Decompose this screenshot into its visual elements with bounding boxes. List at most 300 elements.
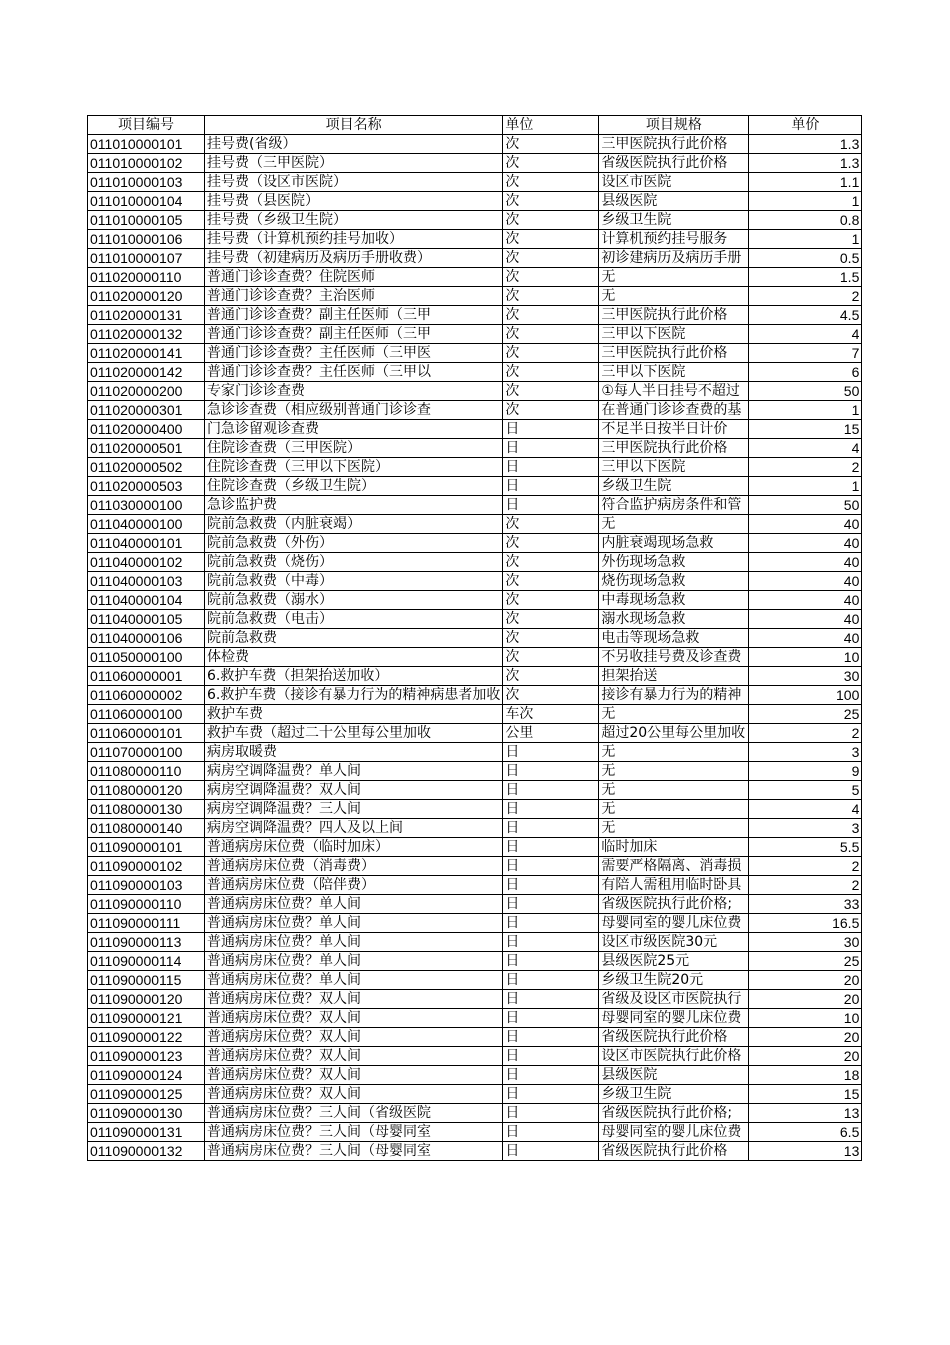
cell-unit: 次 [503,344,599,363]
cell-name: 普通病房床位费？双人间 [205,990,503,1009]
cell-spec: 乡级卫生院 [599,211,749,230]
cell-spec: 需要严格隔离、消毒损 [599,857,749,876]
cell-price: 25 [749,705,862,724]
cell-name: 普通门诊诊查费？主任医师（三甲医 [205,344,503,363]
cell-price: 40 [749,534,862,553]
cell-price: 15 [749,1085,862,1104]
cell-spec: 无 [599,743,749,762]
cell-unit: 次 [503,648,599,667]
table-row [88,667,862,686]
cell-name: 专家门诊诊查费 [205,382,503,401]
cell-spec: 超过20公里每公里加收 [599,724,749,743]
cell-spec: 母婴同室的婴儿床位费 [599,914,749,933]
cell-price: 40 [749,610,862,629]
table-row [88,382,862,401]
header-spec: 项目规格 [599,116,749,135]
cell-unit: 日 [503,1009,599,1028]
cell-unit: 次 [503,249,599,268]
cell-price: 1.5 [749,268,862,287]
cell-spec: 母婴同室的婴儿床位费 [599,1009,749,1028]
header-unit: 单位 [503,116,599,135]
cell-spec: 三甲以下医院 [599,325,749,344]
cell-spec: 设区市医院 [599,173,749,192]
cell-price: 1 [749,477,862,496]
cell-name: 挂号费（计算机预约挂号加收） [205,230,503,249]
cell-code: 011040000104 [88,591,205,610]
cell-price: 3 [749,819,862,838]
cell-name: 挂号费（乡级卫生院） [205,211,503,230]
cell-name: 住院诊查费（三甲医院） [205,439,503,458]
cell-price: 2 [749,724,862,743]
cell-name: 普通病房床位费？双人间 [205,1066,503,1085]
cell-spec: 符合监护病房条件和管 [599,496,749,515]
cell-spec: 省级医院执行此价格 [599,154,749,173]
cell-spec: 无 [599,287,749,306]
cell-unit: 次 [503,591,599,610]
cell-price: 0.8 [749,211,862,230]
cell-price: 1 [749,230,862,249]
cell-spec: 溺水现场急救 [599,610,749,629]
cell-price: 20 [749,990,862,1009]
table-row [88,477,862,496]
table-row [88,648,862,667]
cell-code: 011090000120 [88,990,205,1009]
table-row [88,800,862,819]
cell-unit: 日 [503,496,599,515]
cell-name: 急诊诊查费（相应级别普通门诊诊查 [205,401,503,420]
table-row [88,990,862,1009]
cell-price: 50 [749,496,862,515]
cell-code: 011020000502 [88,458,205,477]
cell-price: 16.5 [749,914,862,933]
cell-price: 4.5 [749,306,862,325]
table-row [88,1123,862,1142]
cell-name: 院前急救费（溺水） [205,591,503,610]
cell-name: 6.救护车费（接诊有暴力行为的精神病患者加收 [205,686,503,705]
cell-code: 011010000102 [88,154,205,173]
cell-code: 011090000103 [88,876,205,895]
cell-code: 011030000100 [88,496,205,515]
cell-name: 门急诊留观诊查费 [205,420,503,439]
cell-code: 011020000503 [88,477,205,496]
table-row [88,230,862,249]
cell-name: 病房空调降温费？四人及以上间 [205,819,503,838]
cell-spec: 省级医院执行此价格 [599,1028,749,1047]
table-row [88,686,862,705]
cell-name: 病房空调降温费？单人间 [205,762,503,781]
cell-spec: 母婴同室的婴儿床位费 [599,1123,749,1142]
cell-code: 011090000125 [88,1085,205,1104]
cell-spec: 县级医院25元 [599,952,749,971]
cell-price: 10 [749,1009,862,1028]
table-row [88,249,862,268]
cell-name: 病房空调降温费？双人间 [205,781,503,800]
cell-spec: 三甲以下医院 [599,363,749,382]
cell-spec: 烧伤现场急救 [599,572,749,591]
cell-code: 011090000123 [88,1047,205,1066]
cell-code: 011080000120 [88,781,205,800]
cell-name: 救护车费 [205,705,503,724]
cell-price: 13 [749,1104,862,1123]
cell-price: 50 [749,382,862,401]
header-price: 单价 [749,116,862,135]
cell-price: 1.1 [749,173,862,192]
cell-name: 住院诊查费（乡级卫生院） [205,477,503,496]
cell-price: 30 [749,933,862,952]
cell-name: 普通病房床位费？单人间 [205,952,503,971]
cell-name: 普通病房床位费（陪伴费） [205,876,503,895]
cell-code: 011020000120 [88,287,205,306]
cell-price: 40 [749,591,862,610]
table-row [88,211,862,230]
cell-code: 011090000113 [88,933,205,952]
cell-name: 普通病房床位费（消毒费） [205,857,503,876]
cell-code: 011090000111 [88,914,205,933]
cell-price: 6.5 [749,1123,862,1142]
cell-code: 011080000140 [88,819,205,838]
cell-spec: 初诊建病历及病历手册 [599,249,749,268]
cell-code: 011090000102 [88,857,205,876]
cell-unit: 日 [503,857,599,876]
cell-unit: 次 [503,230,599,249]
cell-price: 40 [749,572,862,591]
cell-spec: 三甲医院执行此价格 [599,135,749,154]
table-row [88,1009,862,1028]
cell-spec: 县级医院 [599,1066,749,1085]
cell-unit: 日 [503,439,599,458]
table-row [88,781,862,800]
cell-price: 1 [749,401,862,420]
cell-spec: 不另收挂号费及诊查费 [599,648,749,667]
cell-code: 011020000501 [88,439,205,458]
cell-unit: 日 [503,477,599,496]
cell-unit: 日 [503,420,599,439]
table-row [88,553,862,572]
cell-spec: 在普通门诊诊查费的基 [599,401,749,420]
table-row [88,895,862,914]
cell-name: 院前急救费（电击） [205,610,503,629]
cell-price: 18 [749,1066,862,1085]
cell-spec: 设区市级医院30元 [599,933,749,952]
cell-code: 011010000104 [88,192,205,211]
cell-price: 2 [749,458,862,477]
cell-price: 1 [749,192,862,211]
cell-price: 40 [749,515,862,534]
cell-spec: 无 [599,515,749,534]
cell-name: 普通门诊诊查费？住院医师 [205,268,503,287]
cell-unit: 日 [503,1047,599,1066]
cell-name: 救护车费（超过二十公里每公里加收 [205,724,503,743]
table-row [88,1085,862,1104]
cell-unit: 次 [503,667,599,686]
cell-price: 5.5 [749,838,862,857]
table-row [88,838,862,857]
cell-unit: 次 [503,382,599,401]
cell-unit: 次 [503,572,599,591]
cell-price: 20 [749,1028,862,1047]
cell-unit: 日 [503,838,599,857]
cell-unit: 次 [503,629,599,648]
cell-unit: 次 [503,268,599,287]
cell-price: 40 [749,553,862,572]
cell-unit: 日 [503,1085,599,1104]
cell-unit: 日 [503,952,599,971]
cell-price: 7 [749,344,862,363]
table-row [88,819,862,838]
cell-code: 011020000400 [88,420,205,439]
header-name: 项目名称 [205,116,503,135]
cell-spec: 三甲以下医院 [599,458,749,477]
cell-spec: 县级医院 [599,192,749,211]
cell-name: 院前急救费（中毒） [205,572,503,591]
cell-unit: 日 [503,800,599,819]
table-row [88,401,862,420]
cell-name: 普通门诊诊查费？主治医师 [205,287,503,306]
cell-code: 011040000103 [88,572,205,591]
table-row [88,344,862,363]
cell-code: 011010000101 [88,135,205,154]
cell-unit: 日 [503,762,599,781]
table-row [88,268,862,287]
cell-code: 011090000121 [88,1009,205,1028]
cell-name: 院前急救费（烧伤） [205,553,503,572]
cell-code: 011090000131 [88,1123,205,1142]
cell-code: 011040000100 [88,515,205,534]
cell-name: 院前急救费（外伤） [205,534,503,553]
cell-spec: 接诊有暴力行为的精神 [599,686,749,705]
table-row [88,496,862,515]
cell-price: 9 [749,762,862,781]
header-code: 项目编号 [88,116,205,135]
cell-name: 普通病房床位费？单人间 [205,914,503,933]
cell-code: 011090000115 [88,971,205,990]
cell-code: 011010000103 [88,173,205,192]
header-row [88,116,862,135]
cell-name: 急诊监护费 [205,496,503,515]
cell-name: 挂号费(省级） [205,135,503,154]
cell-unit: 日 [503,458,599,477]
table-row [88,857,862,876]
cell-code: 011090000132 [88,1142,205,1161]
cell-name: 病房取暖费 [205,743,503,762]
table-row [88,458,862,477]
cell-spec: 乡级卫生院 [599,477,749,496]
cell-spec: 三甲医院执行此价格 [599,344,749,363]
cell-price: 13 [749,1142,862,1161]
cell-spec: 省级医院执行此价格; [599,895,749,914]
cell-name: 普通病房床位费（临时加床） [205,838,503,857]
cell-code: 011020000131 [88,306,205,325]
cell-spec: ①每人半日挂号不超过 [599,382,749,401]
cell-name: 普通病房床位费？单人间 [205,971,503,990]
cell-code: 011020000301 [88,401,205,420]
cell-unit: 次 [503,686,599,705]
cell-name: 普通病房床位费？双人间 [205,1047,503,1066]
table-row [88,572,862,591]
cell-code: 011020000142 [88,363,205,382]
cell-name: 普通病房床位费？三人间（母婴同室 [205,1123,503,1142]
cell-code: 011010000107 [88,249,205,268]
cell-unit: 日 [503,1123,599,1142]
table-row [88,439,862,458]
table-row [88,876,862,895]
cell-unit: 日 [503,819,599,838]
cell-spec: 无 [599,781,749,800]
cell-unit: 日 [503,933,599,952]
cell-unit: 日 [503,914,599,933]
cell-spec: 三甲医院执行此价格 [599,439,749,458]
cell-price: 4 [749,800,862,819]
cell-spec: 不足半日按半日计价 [599,420,749,439]
cell-name: 普通病房床位费？单人间 [205,933,503,952]
cell-spec: 外伤现场急救 [599,553,749,572]
cell-price: 2 [749,876,862,895]
cell-unit: 次 [503,401,599,420]
cell-code: 011090000114 [88,952,205,971]
cell-spec: 临时加床 [599,838,749,857]
cell-unit: 次 [503,211,599,230]
cell-name: 普通病房床位费？双人间 [205,1028,503,1047]
table-row [88,363,862,382]
cell-name: 普通病房床位费？单人间 [205,895,503,914]
cell-unit: 日 [503,990,599,1009]
cell-price: 30 [749,667,862,686]
cell-code: 011040000106 [88,629,205,648]
cell-name: 挂号费（设区市医院） [205,173,503,192]
table-row [88,135,862,154]
table-row [88,1028,862,1047]
cell-price: 10 [749,648,862,667]
cell-unit: 次 [503,325,599,344]
cell-name: 病房空调降温费？三人间 [205,800,503,819]
table-row [88,743,862,762]
cell-price: 4 [749,439,862,458]
cell-name: 普通病房床位费？双人间 [205,1085,503,1104]
table-row [88,914,862,933]
table-row [88,306,862,325]
cell-unit: 次 [503,306,599,325]
cell-unit: 日 [503,971,599,990]
table-row [88,629,862,648]
cell-spec: 设区市医院执行此价格 [599,1047,749,1066]
cell-code: 011050000100 [88,648,205,667]
cell-unit: 次 [503,173,599,192]
cell-code: 011010000105 [88,211,205,230]
price-table [87,115,862,1161]
cell-code: 011010000106 [88,230,205,249]
cell-price: 40 [749,629,862,648]
cell-unit: 日 [503,1028,599,1047]
cell-code: 011060000100 [88,705,205,724]
table-row [88,325,862,344]
cell-name: 院前急救费（内脏衰竭） [205,515,503,534]
table-row [88,591,862,610]
cell-code: 011040000102 [88,553,205,572]
cell-price: 20 [749,1047,862,1066]
cell-name: 住院诊查费（三甲以下医院） [205,458,503,477]
cell-unit: 车次 [503,705,599,724]
cell-code: 011090000122 [88,1028,205,1047]
cell-code: 011040000105 [88,610,205,629]
cell-price: 1.3 [749,135,862,154]
cell-spec: 担架抬送 [599,667,749,686]
cell-price: 0.5 [749,249,862,268]
cell-price: 2 [749,857,862,876]
cell-spec: 省级医院执行此价格 [599,1142,749,1161]
cell-unit: 日 [503,895,599,914]
cell-name: 院前急救费 [205,629,503,648]
cell-unit: 次 [503,515,599,534]
cell-spec: 计算机预约挂号服务 [599,230,749,249]
cell-spec: 无 [599,268,749,287]
cell-code: 011060000001 [88,667,205,686]
cell-name: 普通病房床位费？三人间（省级医院 [205,1104,503,1123]
table-row [88,1047,862,1066]
cell-spec: 有陪人需租用临时卧具 [599,876,749,895]
cell-name: 6.救护车费（担架抬送加收） [205,667,503,686]
cell-name: 普通病房床位费？双人间 [205,1009,503,1028]
table-row [88,420,862,439]
cell-unit: 日 [503,781,599,800]
cell-spec: 无 [599,705,749,724]
cell-spec: 省级医院执行此价格; [599,1104,749,1123]
cell-spec: 乡级卫生院 [599,1085,749,1104]
table-row [88,1104,862,1123]
cell-unit: 次 [503,610,599,629]
table-row [88,952,862,971]
cell-name: 普通病房床位费？三人间（母婴同室 [205,1142,503,1161]
cell-spec: 无 [599,762,749,781]
table-row [88,1142,862,1161]
cell-price: 3 [749,743,862,762]
cell-code: 011080000130 [88,800,205,819]
cell-price: 100 [749,686,862,705]
cell-code: 011060000002 [88,686,205,705]
cell-unit: 日 [503,1066,599,1085]
cell-price: 1.3 [749,154,862,173]
table-row [88,762,862,781]
cell-code: 011090000130 [88,1104,205,1123]
cell-name: 挂号费（三甲医院） [205,154,503,173]
cell-code: 011080000110 [88,762,205,781]
cell-code: 011060000101 [88,724,205,743]
cell-price: 5 [749,781,862,800]
cell-spec: 无 [599,819,749,838]
cell-unit: 次 [503,534,599,553]
table-row [88,515,862,534]
cell-name: 普通门诊诊查费？副主任医师（三甲 [205,306,503,325]
cell-unit: 次 [503,553,599,572]
cell-code: 011090000124 [88,1066,205,1085]
cell-unit: 次 [503,363,599,382]
cell-unit: 次 [503,192,599,211]
cell-code: 011020000132 [88,325,205,344]
cell-code: 011070000100 [88,743,205,762]
cell-code: 011040000101 [88,534,205,553]
cell-price: 33 [749,895,862,914]
cell-unit: 次 [503,135,599,154]
cell-code: 011020000141 [88,344,205,363]
table-row [88,287,862,306]
table-row [88,154,862,173]
cell-unit: 日 [503,876,599,895]
table-row [88,724,862,743]
cell-unit: 日 [503,743,599,762]
table-row [88,610,862,629]
cell-spec: 内脏衰竭现场急救 [599,534,749,553]
table-row [88,192,862,211]
cell-price: 15 [749,420,862,439]
